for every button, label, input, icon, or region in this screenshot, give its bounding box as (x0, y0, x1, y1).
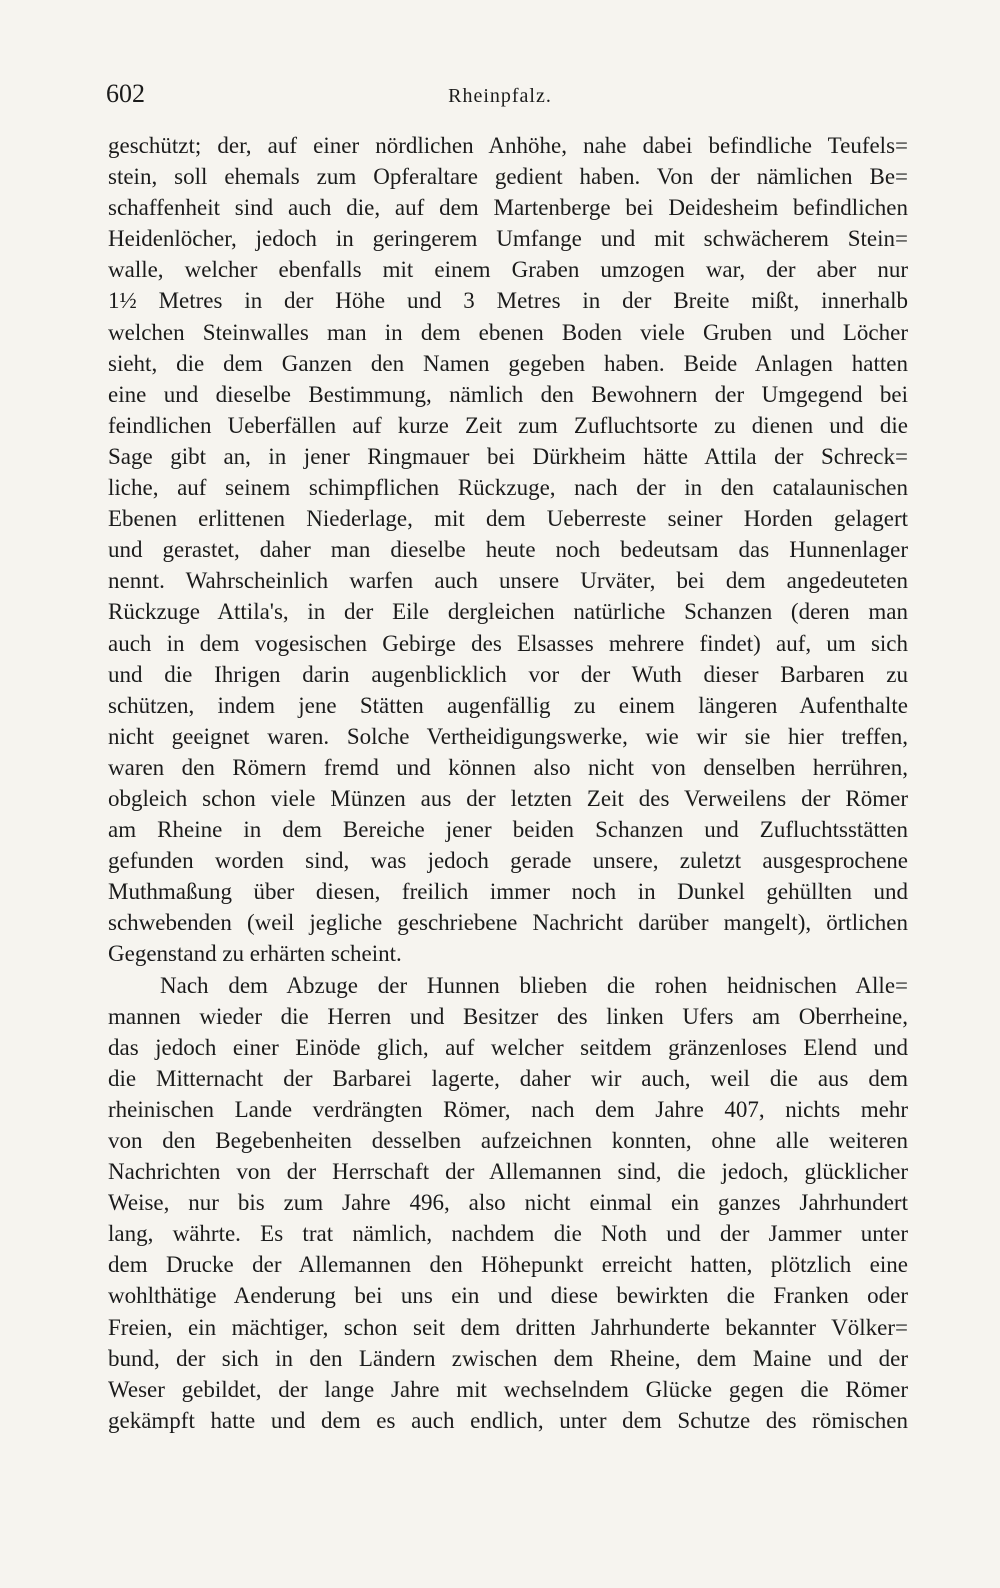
text-line: gefunden worden sind, was jedoch gerade unsere, zuletzt ausgesprochene (108, 848, 908, 874)
text-line: 1½ Metres in der Höhe und 3 Metres in der Breite mißt, innerhalb (108, 288, 908, 314)
text-line: wohlthätige Aenderung bei uns ein und diese bewirkten die Franken oder (108, 1283, 908, 1309)
text-line: Gegenstand zu erhärten scheint. (108, 941, 402, 967)
text-line: bund, der sich in den Ländern zwischen dem Rheine, dem Maine und der (108, 1345, 908, 1371)
body-text (108, 130, 908, 1436)
text-line: sieht, die dem Ganzen den Namen gegeben haben. Beide Anlagen hatten (108, 350, 908, 376)
text-line: gekämpft hatte und dem es auch endlich, unter dem Schutze des römischen (108, 1407, 908, 1433)
text-line: waren den Römern fremd und können also nicht von denselben herrühren, (108, 754, 908, 780)
text-line: Weise, nur bis zum Jahre 496, also nicht einmal ein ganzes Jahrhundert (108, 1190, 908, 1216)
text-line: liche, auf seinem schimpflichen Rückzuge, nach der in den catalaunischen (108, 475, 908, 501)
text-line: schaffenheit sind auch die, auf dem Martenberge bei Deidesheim befindlichen (108, 195, 908, 221)
text-line: und gerastet, daher man dieselbe heute noch bedeutsam das Hunnenlager (108, 537, 908, 563)
text-line: auch in dem vogesischen Gebirge des Elsasses mehrere findet) auf, um sich (108, 630, 908, 656)
text-line: schützen, indem jene Stätten augenfällig zu einem längeren Aufenthalte (108, 692, 908, 718)
text-line: nennt. Wahrscheinlich warfen auch unsere Urväter, bei dem angedeuteten (108, 568, 908, 594)
text-line: walle, welcher ebenfalls mit einem Graben umzogen war, der aber nur (108, 257, 908, 283)
text-line: am Rheine in dem Bereiche jener beiden Schanzen und Zufluchtsstätten (108, 817, 908, 843)
text-line: das jedoch einer Einöde glich, auf welcher seitdem gränzenloses Elend und (108, 1034, 908, 1060)
text-line: die Mitternacht der Barbarei lagerte, daher wir auch, weil die aus dem (108, 1065, 908, 1091)
paragraph (108, 970, 908, 1436)
text-line: und die Ihrigen darin augenblicklich vor der Wuth dieser Barbaren zu (108, 661, 908, 687)
text-line: geschützt; der, auf einer nördlichen Anhöhe, nahe dabei befindliche Teufels= (108, 133, 908, 158)
text-line: stein, soll ehemals zum Opferaltare gedient haben. Von der nämlichen Be= (108, 164, 908, 190)
text-line: Freien, ein mächtiger, schon seit dem dritten Jahrhunderte bekannter Völker= (108, 1314, 908, 1340)
running-head: Rheinpfalz. (448, 85, 552, 107)
page-number: 602 (106, 79, 145, 108)
text-line: Weser gebildet, der lange Jahre mit wechselndem Glücke gegen die Römer (108, 1376, 908, 1402)
text-line: rheinischen Lande verdrängten Römer, nach dem Jahre 407, nichts mehr (108, 1096, 908, 1122)
text-line: lang, währte. Es trat nämlich, nachdem die Noth und der Jammer unter (108, 1221, 908, 1247)
text-line: schwebenden (weil jegliche geschriebene Nachricht darüber mangelt), örtlichen (108, 910, 908, 936)
text-line: obgleich schon viele Münzen aus der letzten Zeit des Verweilens der Römer (108, 785, 908, 811)
text-line: Sage gibt an, in jener Ringmauer bei Dürkheim hätte Attila der Schreck= (108, 443, 908, 469)
text-line: mannen wieder die Herren und Besitzer des linken Ufers am Oberrheine, (108, 1003, 908, 1029)
text-line: Muthmaßung über diesen, freilich immer noch in Dunkel gehüllten und (108, 879, 908, 905)
text-line: eine und dieselbe Bestimmung, nämlich den Bewohnern der Umgegend bei (108, 381, 908, 407)
text-line: Nachrichten von der Herrschaft der Allemannen sind, die jedoch, glücklicher (108, 1159, 908, 1185)
paragraph (108, 130, 908, 970)
text-line: feindlichen Ueberfällen auf kurze Zeit zum Zufluchtsorte zu dienen und die (108, 412, 908, 438)
text-line: nicht geeignet waren. Solche Vertheidigungswerke, wie wir sie hier treffen, (108, 723, 908, 749)
text-line: Rückzuge Attila's, in der Eile dergleichen natürliche Schanzen (deren man (108, 599, 908, 625)
text-line: Heidenlöcher, jedoch in geringerem Umfange und mit schwächerem Stein= (108, 226, 908, 252)
text-line: dem Drucke der Allemannen den Höhepunkt erreicht hatten, plötzlich eine (108, 1252, 908, 1278)
text-line: Ebenen erlittenen Niederlage, mit dem Ueberreste seiner Horden gelagert (108, 506, 908, 532)
text-line: Nach dem Abzuge der Hunnen blieben die rohen heidnischen Alle= (160, 972, 908, 998)
text-line: von den Begebenheiten desselben aufzeichnen konnten, ohne alle weiteren (108, 1128, 908, 1153)
text-line: welchen Steinwalles man in dem ebenen Boden viele Gruben und Löcher (108, 319, 908, 345)
